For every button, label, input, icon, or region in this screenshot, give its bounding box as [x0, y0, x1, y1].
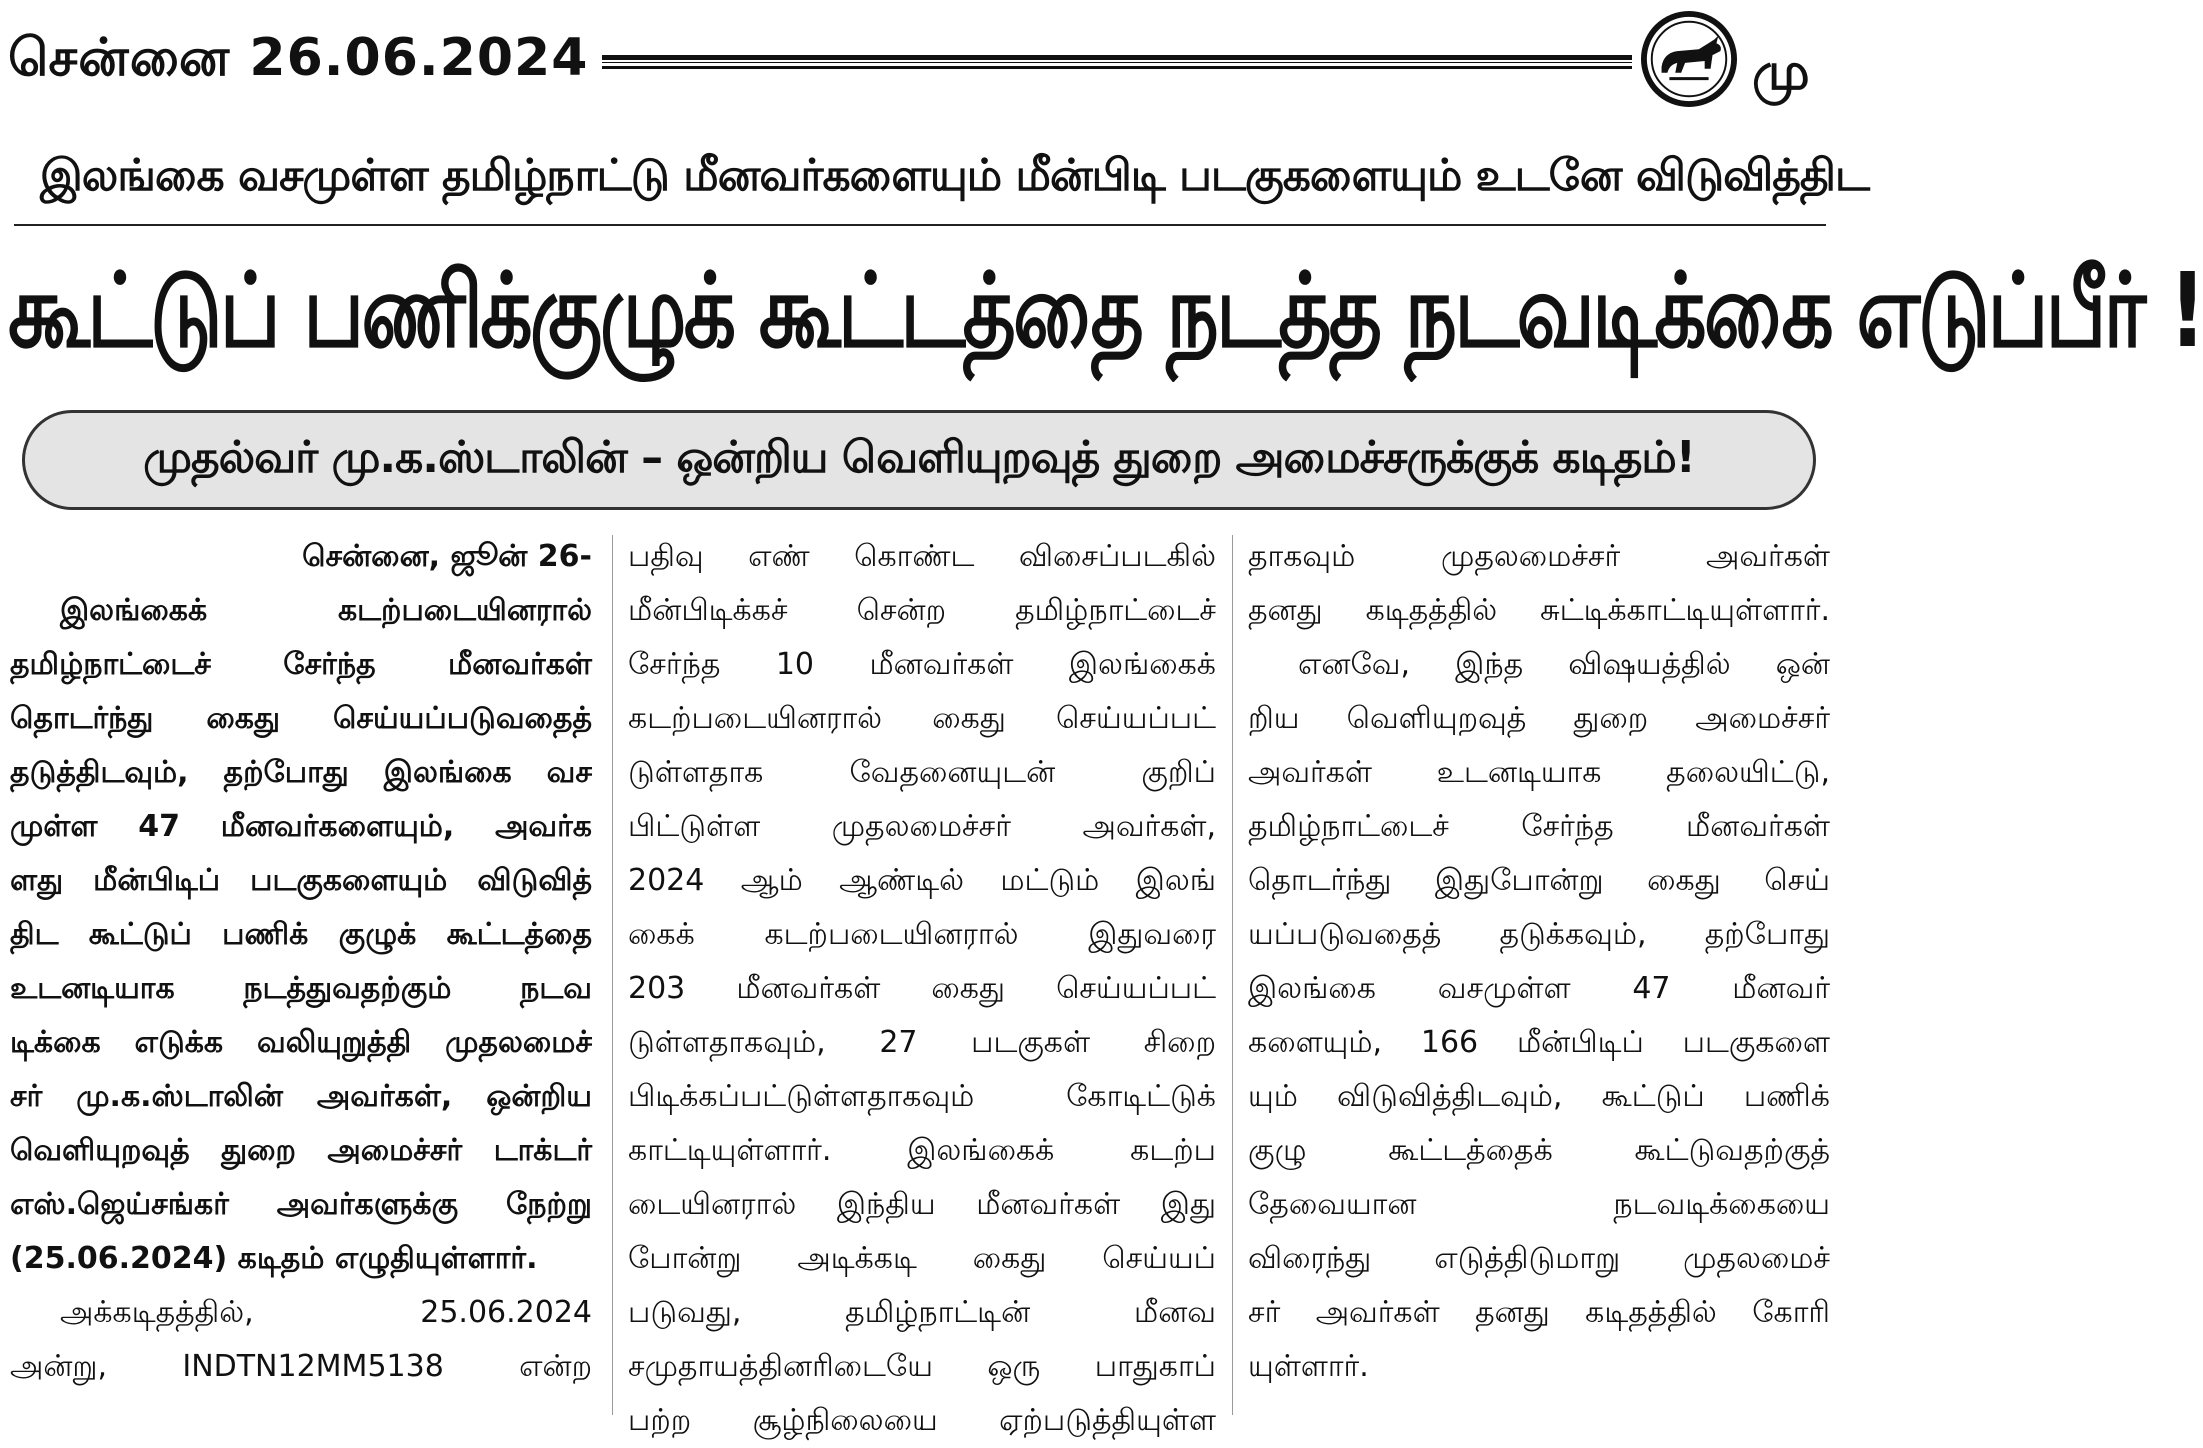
article-line: முள்ள 47 மீனவர்களையும், அவர்க — [10, 809, 592, 844]
article-line: சர் அவர்கள் தனது கடிதத்தில் கோரி — [1248, 1295, 1830, 1330]
article-line: குழு கூட்டத்தைக் கூட்டுவதற்குத் — [1248, 1133, 1830, 1168]
article-line: யும் விடுவித்திடவும், கூட்டுப் பணிக் — [1248, 1079, 1830, 1114]
article-line: திட கூட்டுப் பணிக் குழுக் கூட்டத்தை — [10, 917, 592, 952]
article-line: மீன்பிடிக்கச் சென்ற தமிழ்நாட்டைச் — [628, 593, 1216, 628]
article-line: கைக் கடற்படையினரால் இதுவரை — [628, 917, 1216, 952]
sub-headline: இலங்கை வசமுள்ள தமிழ்நாட்டு மீனவர்களையும் மீன்பிடி படகுகளையும் உடனே விடுவித்திட — [40, 150, 1869, 201]
article-line: பற்ற சூழ்நிலையை ஏற்படுத்தியுள்ள — [628, 1403, 1216, 1438]
article-line: றிய வெளியுறவுத் துறை அமைச்சர் — [1248, 701, 1830, 736]
article-line: வெளியுறவுத் துறை அமைச்சர் டாக்டர் — [10, 1133, 592, 1168]
article-line: போன்று அடிக்கடி கைது செய்யப் — [628, 1241, 1216, 1276]
article-line: தாகவும் முதலமைச்சர் அவர்கள் — [1248, 539, 1830, 574]
pill-headline-text: முதல்வர் மு.க.ஸ்டாலின் – ஒன்றிய வெளியுறவுத் துறை அமைச்சருக்குக் கடிதம்! — [143, 431, 1695, 483]
article-line: தனது கடிதத்தில் சுட்டிக்காட்டியுள்ளார். — [1248, 593, 1830, 628]
article-line: எஸ்.ஜெய்சங்கர் அவர்களுக்கு நேற்று — [10, 1187, 592, 1222]
article-line: தமிழ்நாட்டைச் சேர்ந்த மீனவர்கள் — [10, 647, 592, 682]
article-line: சர் மு.க.ஸ்டாலின் அவர்கள், ஒன்றிய — [10, 1079, 592, 1114]
article-line: (25.06.2024) கடிதம் எழுதியுள்ளார். — [10, 1241, 538, 1276]
article-line: 203 மீனவர்கள் கைது செய்யப்பட் — [628, 971, 1216, 1006]
article-line: படுவது, தமிழ்நாட்டின் மீனவ — [628, 1295, 1216, 1330]
headline-divider — [14, 224, 1826, 226]
column-divider — [612, 535, 613, 1415]
article-line: எனவே, இந்த விஷயத்தில் ஒன் — [1298, 647, 1830, 682]
masthead — [0, 0, 1838, 130]
article-line: பிடிக்கப்பட்டுள்ளதாகவும் கோடிட்டுக் — [628, 1079, 1216, 1114]
article-line: தமிழ்நாட்டைச் சேர்ந்த மீனவர்கள் — [1248, 809, 1830, 844]
article-line: சமுதாயத்தினரிடையே ஒரு பாதுகாப் — [628, 1349, 1216, 1384]
article-line: விரைந்து எடுத்திடுமாறு முதலமைச் — [1248, 1241, 1830, 1276]
main-headline: கூட்டுப் பணிக்குழுக் கூட்டத்தை நடத்த நடவடிக்கை எடுப்பீர் ! — [8, 252, 2203, 371]
pill-headline — [22, 410, 1816, 510]
article-line: தடுத்திடவும், தற்போது இலங்கை வச — [10, 755, 592, 790]
article-column-1 — [10, 530, 592, 1394]
article-column-2 — [628, 530, 1216, 1448]
article-line: தொடர்ந்து இதுபோன்று கைது செய் — [1248, 863, 1830, 898]
article-line: 2024 ஆம் ஆண்டில் மட்டும் இலங் — [628, 863, 1216, 898]
article-line: யப்படுவதைத் தடுக்கவும், தற்போது — [1248, 917, 1830, 952]
article-column-3 — [1248, 530, 1830, 1394]
article-line: பதிவு எண் கொண்ட விசைப்படகில் — [628, 539, 1216, 574]
article-line: களையும், 166 மீன்பிடிப் படகுகளை — [1248, 1025, 1830, 1060]
article-line: அன்று, INDTN12MM5138 என்ற — [10, 1349, 592, 1384]
article-line: டுள்ளதாக வேதனையுடன் குறிப் — [628, 755, 1216, 790]
article-line: இலங்கைக் கடற்படையினரால் — [60, 593, 592, 628]
article-line: இலங்கை வசமுள்ள 47 மீனவர் — [1248, 971, 1830, 1006]
column-divider — [1232, 535, 1233, 1415]
article-line: அவர்கள் உடனடியாக தலையிட்டு, — [1248, 755, 1830, 790]
masthead-title-fragment: மு — [1752, 42, 1810, 102]
article-line: உடனடியாக நடத்துவதற்கும் நடவ — [10, 971, 592, 1006]
article-line: யுள்ளார். — [1248, 1349, 1369, 1384]
article-line: சென்னை, ஜூன் 26- — [302, 539, 592, 574]
article-line: டுள்ளதாகவும், 27 படகுகள் சிறை — [628, 1025, 1216, 1060]
bull-emblem-icon — [1640, 10, 1738, 108]
article-line: காட்டியுள்ளார். இலங்கைக் கடற்ப — [628, 1133, 1216, 1168]
masthead-rule — [602, 55, 1632, 69]
article-line: டிக்கை எடுக்க வலியுறுத்தி முதலமைச் — [10, 1025, 592, 1060]
article-line: டையினரால் இந்திய மீனவர்கள் இது — [628, 1187, 1216, 1222]
article-line: ளது மீன்பிடிப் படகுகளையும் விடுவித் — [10, 863, 592, 898]
article-line: சேர்ந்த 10 மீனவர்கள் இலங்கைக் — [628, 647, 1216, 682]
dateline: சென்னை 26.06.2024 — [8, 28, 589, 88]
article-line: பிட்டுள்ள முதலமைச்சர் அவர்கள், — [628, 809, 1216, 844]
article-line: அக்கடிதத்தில், 25.06.2024 — [60, 1295, 592, 1330]
article-line: தேவையான நடவடிக்கையை — [1248, 1187, 1830, 1222]
article-line: கடற்படையினரால் கைது செய்யப்பட் — [628, 701, 1216, 736]
article-line: தொடர்ந்து கைது செய்யப்படுவதைத் — [10, 701, 592, 736]
